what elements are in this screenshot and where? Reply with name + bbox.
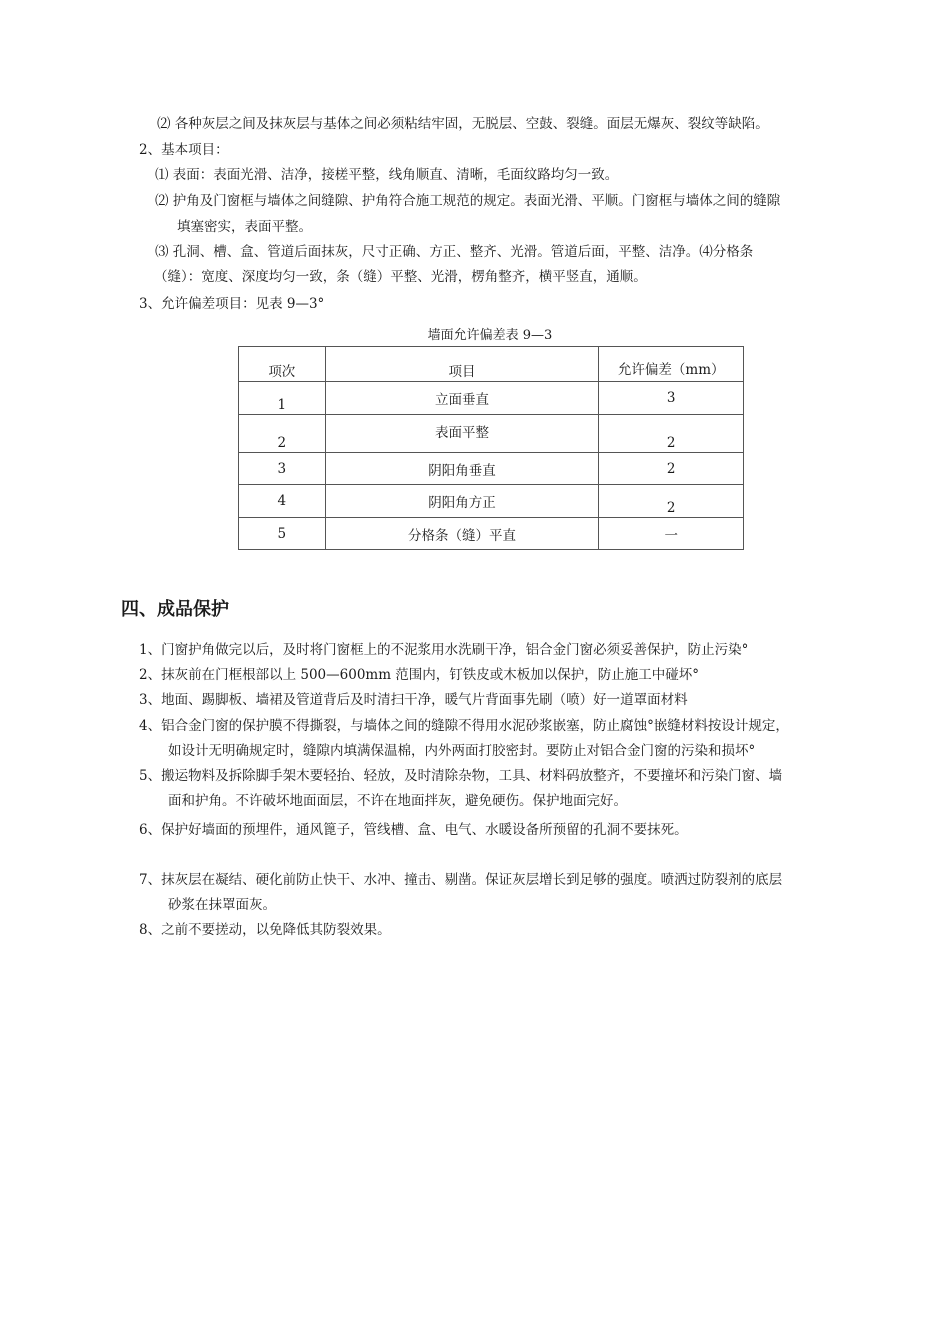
text-line: ⑴ 表面：表面光滑、洁净，接槎平整，线角顺直、清晰，毛面纹路均匀一致。 [155,167,619,183]
text-line: 3、允许偏差项目：见表 9—3° [139,296,325,312]
list-item: 6、保护好墙面的预埋件，通风篦子，管线槽、盒、电气、水暖设备所预留的孔洞不要抹死。 [139,822,688,838]
table-cell: 1 [239,382,326,415]
text-line: （缝）：宽度、深度均匀一致，条（缝）平整、光滑，楞角整齐，横平竖直，通顺。 [154,269,647,285]
list-item-continuation: 面和护角。不许破坏地面面层，不许在地面拌灰，避免硬伤。保护地面完好。 [168,793,627,809]
table-row [239,415,744,453]
table-cell: 2 [239,415,326,453]
table-cell: 2 [599,453,744,485]
table-cell: 3 [239,453,326,485]
list-item: 3、地面、踢脚板、墙裙及管道背后及时清扫干净，暖气片背面事先刷（喷）好一道罩面材料 [139,692,688,708]
list-item: 7、抹灰层在凝结、硬化前防止快干、水冲、撞击、剔凿。保证灰层增长到足够的强度。喷洒过防裂剂的底层 [139,872,783,888]
text-line: 2、基本项目： [139,142,229,158]
header-cell: 允许偏差（mm） [599,347,744,382]
table-cell: 4 [239,485,326,518]
list-item-continuation: 如设计无明确规定时，缝隙内填满保温棉，内外两面打胶密封。要防止对铝合金门窗的污染和损坏° [168,743,756,759]
header-cell: 项目 [325,347,599,382]
list-item: 2、抹灰前在门框根部以上 500—600mm 范围内，钉铁皮或木板加以保护，防止施工中碰坏° [139,667,700,683]
table-row [239,453,744,485]
table-row [239,485,744,518]
table-cell: 阴阳角垂直 [325,453,599,485]
text-line: ⑶ 孔洞、槽、盒、管道后面抹灰，尺寸正确、方正、整齐、光滑。管道后面，平整、洁净。⑷分格条 [155,244,754,260]
text-line: 填塞密实，表面平整。 [177,219,312,235]
table-header-row [239,347,744,382]
list-item: 4、铝合金门窗的保护膜不得撕裂，与墙体之间的缝隙不得用水泥砂浆嵌塞，防止腐蚀°嵌缝材料按设计规定， [139,718,789,734]
table-cell: 阴阳角方正 [325,485,599,518]
table-caption: 墙面允许偏差表 9—3 [427,328,553,343]
list-item: 8、之前不要搓动，以免降低其防裂效果。 [139,922,391,938]
text-line: ⑵ 各种灰层之间及抹灰层与基体之间必须粘结牢固，无脱层、空鼓、裂缝。面层无爆灰、裂纹等缺陷。 [157,116,769,132]
list-item-continuation: 砂浆在抹罩面灰。 [168,897,276,913]
table-row [239,518,744,550]
list-item: 5、搬运物料及拆除脚手架木要轻抬、轻放，及时清除杂物，工具、材料码放整齐，不要撞坏和污染门窗、墙 [139,768,783,784]
text-line: ⑵ 护角及门窗框与墙体之间缝隙、护角符合施工规范的规定。表面光滑、平顺。门窗框与墙体之间的缝隙 [155,193,781,209]
table-cell: 立面垂直 [325,382,599,415]
table-cell: 2 [599,485,744,518]
table-cell: 5 [239,518,326,550]
table-cell: 2 [599,415,744,453]
table-row [239,382,744,415]
table-cell: 分格条（缝）平直 [325,518,599,550]
header-cell: 项次 [239,347,326,382]
table-cell: 一 [599,518,744,550]
table-cell: 表面平整 [325,415,599,453]
list-item: 1、门窗护角做完以后，及时将门窗框上的不泥浆用水洗刷干净，铝合金门窗必须妥善保护，防止污染° [139,642,749,658]
deviation-table [238,346,744,550]
section-heading: 四、成品保护 [121,599,229,620]
table-cell: 3 [599,382,744,415]
